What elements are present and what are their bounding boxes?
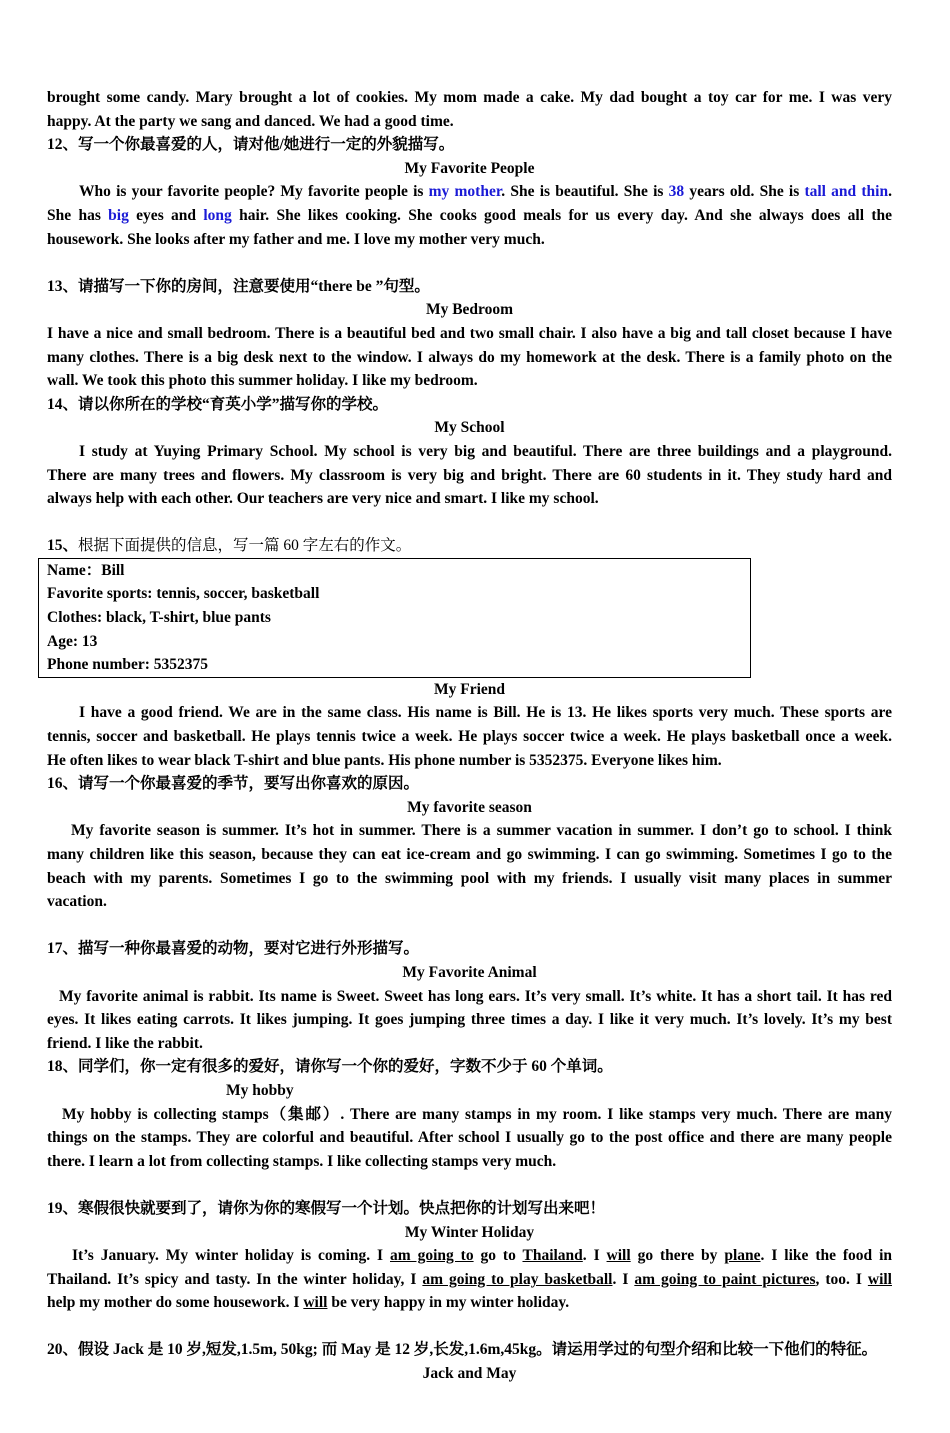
essay-14-line-3: always help with each other. Our teachers are very nice and smart. I like my school. [47, 490, 599, 508]
essay-16-line-4: vacation. [47, 893, 107, 911]
spacer [47, 1173, 892, 1197]
info-box [38, 558, 751, 678]
essay-16-line-2: many children like this season, because they can eat ice-cream and go swimming. I can go swimming. Sometimes I go to the [47, 846, 892, 863]
highlight-eyes: big [108, 206, 129, 224]
essay-title-hobby: My hobby [226, 1081, 294, 1099]
info-name: Name：Bill [47, 561, 125, 579]
essay-14-line-2: There are many trees and flowers. My classroom is very big and bright. There are 60 students in it. They study hard and [47, 466, 892, 484]
essay-18-line-1: My hobby is collecting stamps（集邮）. There are many stamps in my room. I like stamps very much. There are many [62, 1105, 892, 1123]
essay-16-line-1: My favorite season is summer. It’s hot in summer. There is a summer vacation in summer. I don’t go to school. I think [71, 822, 892, 840]
question-16-prompt: 16、请写一个你最喜爱的季节，要写出你喜欢的原因。 [47, 775, 420, 793]
question-19-prompt: 19、寒假很快就要到了，请你为你的寒假写一个计划。快点把你的计划写出来吧！ [47, 1199, 606, 1217]
essay-12-line-1: Who is your favorite people? My favorite people is my mother. She is beautiful. She is 38 years old. She is tall and thin. [79, 183, 892, 201]
essay-13-line-3: wall. We took this photo this summer holiday. I like my bedroom. [47, 372, 478, 390]
essay-16-line-3: beach with my parents. Sometimes I go to the swimming pool with my friends. I usually visit many places in summer [47, 869, 892, 887]
info-clothes: Clothes: black, T-shirt, blue pants [47, 609, 271, 627]
essay-12-line-2: She has big eyes and long hair. She likes cooking. She cooks good meals for us every day. And she always does all the [47, 206, 892, 224]
highlight-hair: long [203, 206, 232, 224]
highlight-build: tall and thin [804, 183, 889, 201]
essay-13-line-2: many clothes. There is a big desk next to the window. I always do my homework at the desk. There is a family photo on the [47, 348, 892, 366]
highlight-age: 38 [668, 183, 685, 201]
essay-title-animal: My Favorite Animal [402, 963, 537, 981]
spacer [47, 1315, 892, 1339]
essay-15-line-2: tennis, soccer and basketball. He plays tennis twice a week. He plays soccer twice a week. He plays basketball once a week. [47, 728, 892, 746]
essay-15-line-3: He often likes to wear black T-shirt and blue pants. His phone number is 5352375. Everyone likes him. [47, 751, 722, 769]
info-phone: Phone number: 5352375 [47, 656, 209, 674]
question-12-prompt: 12、写一个你最喜爱的人，请对他/她进行一定的外貌描写。 [47, 136, 455, 154]
essay-title-winter-holiday: My Winter Holiday [404, 1223, 535, 1241]
essay-18-line-2: things on the stamps. They are colorful and beautiful. After school I usually go to the post office and there are many people [47, 1129, 892, 1147]
intro-line-2: happy. At the party we sang and danced. We had a good time. [47, 112, 454, 130]
essay-title-jack-and-may: Jack and May [422, 1365, 517, 1383]
document-page [47, 86, 892, 1386]
spacer [47, 511, 892, 535]
question-17-prompt: 17、描写一种你最喜爱的动物，要对它进行外形描写。 [47, 940, 420, 958]
essay-14-line-1: I study at Yuying Primary School. My school is very big and beautiful. There are three buildings and a playground. [79, 442, 892, 460]
essay-13-line-1: I have a nice and small bedroom. There is a beautiful bed and two small chair. I also have a big and tall closet because I have [47, 324, 892, 342]
essay-19-line-1: It’s January. My winter holiday is coming. I am going to go to Thailand. I will go there by plane. I like the food in [72, 1247, 893, 1265]
essay-title-school: My School [434, 419, 505, 437]
question-13-prompt: 13、请描写一下你的房间，注意要使用“there be ”句型。 [47, 277, 430, 295]
question-18-prompt: 18、同学们，你一定有很多的爱好，请你写一个你的爱好，字数不少于 60 个单词。 [47, 1058, 613, 1076]
info-age: Age: 13 [47, 632, 98, 650]
essay-15-line-1: I have a good friend. We are in the same class. His name is Bill. He is 13. He likes sports very much. These sports are [79, 704, 892, 722]
essay-18-line-3: there. I learn a lot from collecting stamps. I like collecting stamps very much. [47, 1152, 557, 1170]
essay-17-line-2: eyes. It likes eating carrots. It likes jumping. It goes jumping three times a day. I like it very much. It’s lovely. It’s my best [47, 1011, 892, 1029]
question-15-prompt: 15、根据下面提供的信息，写一篇 60 字左右的作文。 [47, 537, 412, 555]
spacer [47, 914, 892, 938]
info-sports: Favorite sports: tennis, soccer, basketball [47, 585, 320, 603]
essay-19-line-2: Thailand. It’s spicy and tasty. In the winter holiday, I am going to play basketball. I am going to paint pictures, too. I will [47, 1270, 892, 1288]
essay-title-friend: My Friend [433, 680, 506, 698]
question-14-prompt: 14、请以你所在的学校“育英小学”描写你的学校。 [47, 395, 389, 413]
essay-title-favorite-people: My Favorite People [404, 159, 535, 177]
essay-title-season: My favorite season [407, 798, 532, 816]
intro-line-1: brought some candy. Mary brought a lot of cookies. My mom made a cake. My dad bought a toy car for me. I was very [47, 89, 892, 106]
essay-17-line-1: My favorite animal is rabbit. Its name is Sweet. Sweet has long ears. It’s very small. It’s white. It has a short tail. It has red [59, 987, 892, 1005]
essay-12-line-3: housework. She looks after my father and me. I love my mother very much. [47, 230, 545, 248]
spacer [47, 251, 892, 275]
highlight-person: my mother [428, 183, 502, 201]
question-20-prompt: 20、假设 Jack 是 10 岁,短发,1.5m, 50kg; 而 May 是 12 岁,长发,1.6m,45kg。请运用学过的句型介绍和比较一下他们的特征。 [47, 1341, 878, 1359]
essay-19-line-3: help my mother do some housework. I will be very happy in my winter holiday. [47, 1294, 570, 1312]
essay-title-bedroom: My Bedroom [425, 301, 514, 319]
essay-17-line-3: friend. I like the rabbit. [47, 1034, 203, 1052]
